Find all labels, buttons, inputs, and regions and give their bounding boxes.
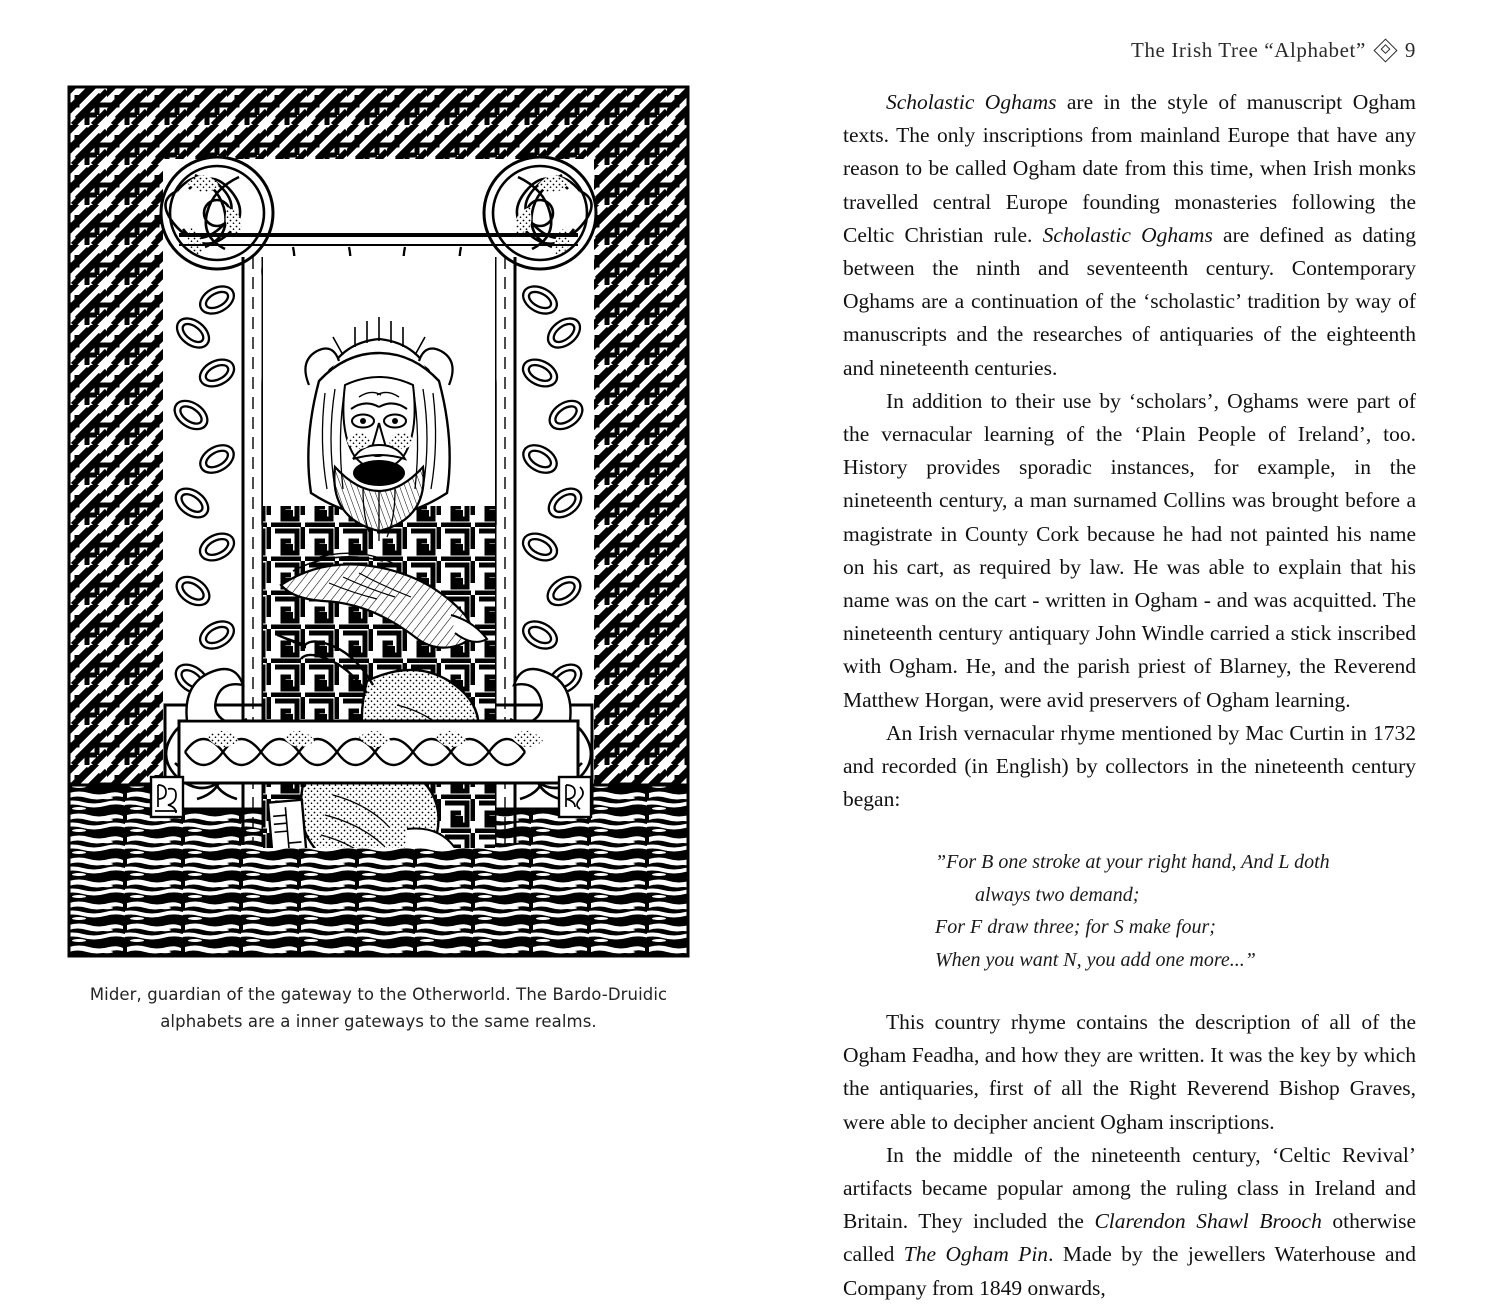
running-head [1131, 38, 1416, 63]
p5-run-0: In the middle of the nineteenth century, ‘Celtic Revival’ artifacts became popular among the ruling class in Ireland and Britain. They included the [843, 1142, 1416, 1234]
lower-interlace-band [179, 721, 578, 783]
p4-run-0: This country rhyme contains the description of all of the Ogham Feadha, and how they are written. It was the key by which the antiquaries, first of all the Right Reverend Bishop Graves, were able to decipher ancient Ogham inscriptions. [843, 1010, 1416, 1134]
paragraph-5 [843, 1139, 1416, 1305]
ogham-rhyme-verse [843, 846, 1416, 976]
caption-line-1: Mider, guardian of the gateway to the Otherworld. The Bardo-Druidic [89, 985, 668, 1004]
figure-caption [79, 982, 679, 1035]
mider-gateway-otherworld-illustration [67, 85, 690, 960]
p1-run-2: Scholastic Oghams [1042, 222, 1213, 247]
verse-line-4: When you want N, you add one more...” [935, 948, 1256, 971]
running-head-title: The Irish Tree “Alphabet” [1131, 38, 1366, 62]
paragraph-4 [843, 1006, 1416, 1139]
diamond-lozenge-ornament-icon [1373, 38, 1397, 62]
verse-line-3: For F draw three; for S make four; [935, 916, 1216, 939]
page-number: 9 [1404, 38, 1416, 62]
p5-run-4: . Made by the jewellers Waterhouse and Company from 1849 onwards, [843, 1242, 1416, 1300]
p2-run-0: In addition to their use by ‘scholars’, Oghams were part of the vernacular learning of the ‘Plain People of Ireland’, too. History provides sporadic instances, for example, in the nineteenth century, a man surnamed Collins was brought before a magistrate in County Cork because he had not painted his name on his cart, as required by law. He was able to explain that his name was on the cart - written in Ogham - and was acquitted. The nineteenth century antiquary John Windle carried a stick inscribed with Ogham. He, and the parish priest of Blarney, the Reverend Matthew Horgan, were avid preservers of Ogham learning. [843, 388, 1416, 712]
p3-run-0: An Irish vernacular rhyme mentioned by Mac Curtin in 1732 and recorded (in English) by collectors in the nineteenth century began: [843, 720, 1416, 812]
p1-run-0: Scholastic Oghams [886, 90, 1057, 114]
verse-line-2: always two demand; [975, 883, 1140, 906]
illustration-column [67, 85, 690, 1035]
paragraph-2 [843, 385, 1416, 717]
paragraph-3 [843, 717, 1416, 817]
p5-run-2: otherwise called [843, 1209, 1416, 1267]
p5-run-3: The Ogham Pin [903, 1242, 1049, 1267]
p5-run-1: Clarendon Shawl Brooch [1094, 1209, 1322, 1234]
paragraph-1 [843, 86, 1416, 385]
p1-run-3: are defined as dating between the ninth and seventeenth century. Contemporary Oghams are a continuation of the ‘scholastic’ tradition by way of manuscripts and the researches of antiquaries of the eighteenth and nineteenth centuries. [843, 222, 1416, 380]
verse-line-1: ”For B one stroke at your right hand, And L doth [935, 851, 1330, 874]
caption-line-2: alphabets are a inner gateways to the same realms. [160, 1011, 597, 1031]
p1-run-1: are in the style of manuscript Ogham texts. The only inscriptions from mainland Europe that have any reason to be called Ogham date from this time, when Irish monks travelled central Europe founding monasteries following the Celtic Christian rule. [843, 90, 1416, 247]
body-text-column [843, 86, 1416, 1305]
